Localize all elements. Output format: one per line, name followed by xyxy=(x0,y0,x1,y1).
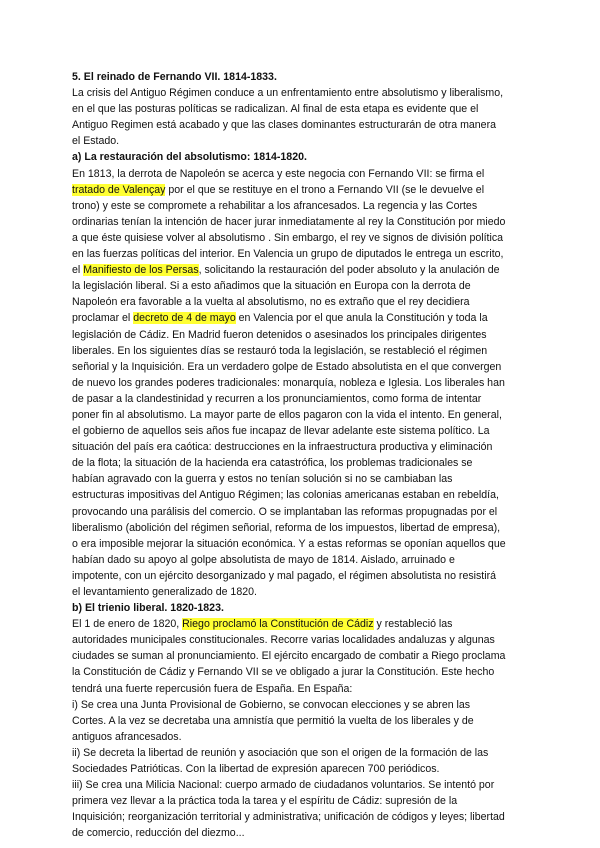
paragraph-line: Sociedades Patrióticas. Con la libertad de expresión aparecen 700 periódicos. xyxy=(72,763,440,776)
intro-line: La crisis del Antiguo Régimen conduce a un enfrentamiento entre absolutismo y liberalismo, xyxy=(72,87,504,100)
section-title: 5. El reinado de Fernando VII. 1814-1833. xyxy=(72,71,277,83)
paragraph-line: El 1 de enero de 1820, Riego proclamó la Constitución de Cádiz y restableció las xyxy=(72,618,453,631)
intro-line: en el que las posturas políticas se radicalizan. Al final de esta etapa es evidente que el xyxy=(72,103,479,116)
paragraph-line: señorial y la Inquisición. Era un verdadero golpe de Estado absolutista en el que convergen xyxy=(72,360,502,373)
paragraph-line: el gobierno de aquellos seis años fue incapaz de llevar adelante este sistema político. La xyxy=(72,425,490,438)
paragraph-line: impotente, con un ejército desorganizado y mal pagado, el régimen absolutista no resistirá xyxy=(72,569,496,582)
paragraph-line: de nuevo los grandes poderes tradicionales: monarquía, nobleza e Iglesia. Los liberales han xyxy=(72,376,505,389)
paragraph-line: ciudades se suman al pronunciamiento. El ejército encargado de combatir a Riego proclama xyxy=(72,650,506,663)
intro-line: Antiguo Regimen está acabado y que las clases dominantes estructurarán de otra manera xyxy=(72,119,496,132)
paragraph-line: liberalismo (abolición del régimen señorial, reforma de los impuestos, libertad de empresa), xyxy=(72,521,501,534)
paragraph-line: trono) y este se compromete a rehabilitar a los afrancesados. La regencia y las Cortes xyxy=(72,199,478,212)
paragraph-line: situación del país era caótica: destrucciones en la infraestructura productiva y eliminación xyxy=(72,441,493,454)
paragraph-line: ordinarias tenían la intención de hacer jurar inmediatamente al rey la Constitución por miedo xyxy=(72,215,506,228)
highlight-tratado-valencay: tratado de Valençay xyxy=(72,183,166,196)
paragraph-line: autoridades municipales constitucionales. Recorre varias localidades andaluzas y algunas xyxy=(72,634,495,647)
paragraph-line: o era imposible mejorar la situación económica. Y a estas reformas se oponían aquellos que xyxy=(72,537,506,550)
paragraph-line: el levantamiento generalizado de 1820. xyxy=(72,586,257,598)
highlight-manifiesto-persas: Manifiesto de los Persas xyxy=(83,264,199,277)
paragraph-line: poner fin al absolutismo. La mayor parte de ellos pagaron con la vida el intento. En general, xyxy=(72,408,502,421)
paragraph-line: Inquisición; reorganización territorial y administrativa; unificación de códigos y leyes; libertad xyxy=(72,811,505,824)
document-body xyxy=(72,69,532,842)
subsection-a-title: a) La restauración del absolutismo: 1814-1820. xyxy=(72,151,307,164)
paragraph-line: Napoleón era favorable a la vuelta al absolutismo, no es extraño que el rey decidiera xyxy=(72,296,470,309)
list-item-iii: iii) Se crea una Milicia Nacional: cuerpo armado de ciudadanos voluntarios. Se intentó por xyxy=(72,779,495,792)
paragraph-line: en las fuerzas políticas del interior. En Valencia un grupo de diputados le entrega un escrito, xyxy=(72,248,504,261)
paragraph-line: el Manifiesto de los Persas, solicitando la restauración del poder absoluto y la anulación de xyxy=(72,264,500,277)
paragraph-line: de la flota; la situación de la hacienda era catastrófica, los problemas tradicionales se xyxy=(72,457,473,470)
paragraph-line: la legislación liberal. Si a esto añadimos que la situación en Europa con la derrota de xyxy=(72,280,471,293)
paragraph-line: provocando una parálisis del comercio. O se implantaban las reformas propugnadas por el xyxy=(72,505,498,518)
paragraph-line: habían agravado con la guerra y estos no tenían solución si no se cambiaban las xyxy=(72,473,453,486)
paragraph-line: antiguos afrancesados. xyxy=(72,730,182,743)
paragraph-line: habían dado su apoyo al golpe absolutista de mayo de 1814. Aislado, arruinado e xyxy=(72,553,455,566)
highlight-riego-constitucion: Riego proclamó la Constitución de Cádiz xyxy=(182,618,374,631)
highlight-decreto-4-mayo: decreto de 4 de mayo xyxy=(133,312,236,325)
paragraph-line: Cortes. A la vez se decretaba una amnistía que permitió la vuelta de los liberales y de xyxy=(72,714,474,727)
subsection-b-title: b) El trienio liberal. 1820-1823. xyxy=(72,602,224,615)
list-item-ii: ii) Se decreta la libertad de reunión y asociación que son el origen de la formación de las xyxy=(72,746,489,759)
paragraph-line: a que éste quisiese volver al absolutismo . Sin embargo, el rey ve signos de división política xyxy=(72,231,504,244)
paragraph-line: la Constitución de Cádiz y Fernando VII se ve obligado a jurar la Constitución. Este hecho xyxy=(72,666,495,679)
paragraph-line: En 1813, la derrota de Napoleón se acerca y este negocia con Fernando VII: se firma el xyxy=(72,167,485,180)
paragraph-line: estructuras impositivas del Antiguo Régimen; las colonias americanas estaban en rebeldía, xyxy=(72,489,499,502)
paragraph-line: de comercio, reducción del diezmo... xyxy=(72,827,245,840)
paragraph-line: proclamar el decreto de 4 de mayo en Valencia por el que anula la Constitución y toda la xyxy=(72,312,488,325)
paragraph-line: tendrá una fuerte repercusión fuera de España. En España: xyxy=(72,682,353,695)
paragraph-line: liberales. En los siguientes días se restauró toda la legislación, se restableció el régimen xyxy=(72,344,488,357)
paragraph-line: primera vez llevar a la práctica toda la tarea y el espíritu de Cádiz: supresión de la xyxy=(72,795,458,808)
paragraph-line: tratado de Valençay por el que se restituye en el trono a Fernando VII (se le devuelve el xyxy=(72,183,485,196)
paragraph-line: legislación de Cádiz. En Madrid fueron detenidos o asesinados los principales dirigentes xyxy=(72,328,487,341)
paragraph-line: de pasar a la clandestinidad y recurren a los pronunciamientos, como forma de intentar xyxy=(72,392,482,405)
list-item-i: i) Se crea una Junta Provisional de Gobierno, se convocan elecciones y se abren las xyxy=(72,698,471,711)
intro-line: el Estado. xyxy=(72,135,120,148)
